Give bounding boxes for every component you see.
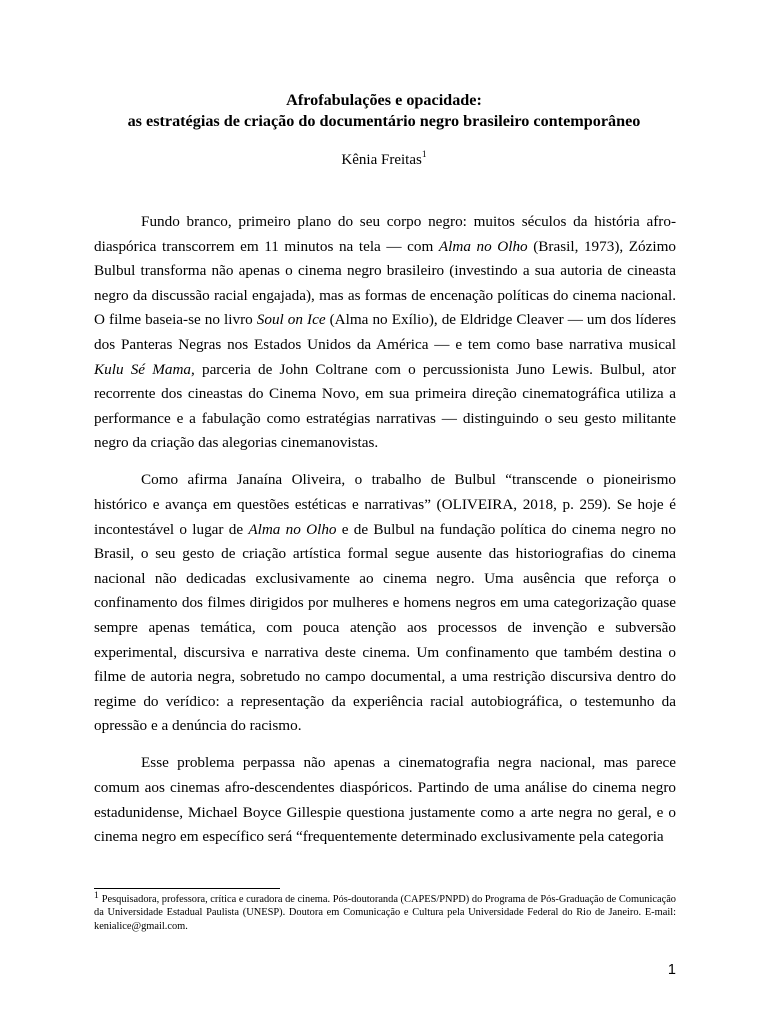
footnote-divider xyxy=(94,888,280,889)
document-title xyxy=(60,90,708,132)
author-name: Kênia Freitas xyxy=(341,152,422,168)
paragraph xyxy=(94,468,676,739)
paragraph xyxy=(94,210,676,456)
title-line-1: Afrofabulações e opacidade: xyxy=(286,91,482,109)
italic-title: Alma no Olho xyxy=(248,520,337,538)
paragraph-text: Fundo branco, primeiro plano do seu corpo negro: muitos séculos da história afro-diaspórica transcorrem em 11 minutos na tela — com xyxy=(94,213,676,255)
paragraph-text: (Alma no Exílio), de Eldridge Cleaver — um dos líderes dos Panteras Negras nos Estados Unidos da América — e tem como base narrativa musical xyxy=(94,311,676,353)
italic-title: Soul on Ice xyxy=(256,311,326,329)
footnote-text: Pesquisadora, professora, crítica e curadora de cinema. Pós-doutoranda (CAPES/PNPD) do Programa de Pós-Graduação de Comunicação da Universidade Estadual Paulista (UNESP). Doutora em Comunicação e Cultura pela Universidade Federal do Rio de Janeiro. E-mail: kenialice@gmail.com. xyxy=(94,894,676,932)
title-line-2: as estratégias de criação do documentário negro brasileiro contemporâneo xyxy=(127,112,641,130)
paragraph-text: e de Bulbul na fundação política do cinema negro no Brasil, o seu gesto de criação artística formal segue ausente das historiografias do cinema nacional não dedicadas exclusivamente ao cinema negro. Uma ausência que reforça o confinamento dos filmes dirigidos por mulheres e homens negros em uma categorização quase sempre apenas temática, com pouca atenção aos processos de invenção e subversão experimental, discursiva e narrativa deste cinema. Um confinamento que também destina o filme de autoria negra, sobretudo no campo documental, a uma restrição discursiva dentro do regime do verídico: a representação da experiência racial autobiográfica, o testemunho da opressão e a denúncia do racismo. xyxy=(94,520,676,735)
paragraph-text: Como afirma Janaína Oliveira, o trabalho de Bulbul “transcende o pioneirismo histórico e avança em questões estéticas e narrativas” (OLIVEIRA, 2018, p. 259). Se hoje é incontestável o lugar de xyxy=(94,471,676,538)
paragraph-text: Esse problema perpassa não apenas a cinematografia negra nacional, mas parece comum aos cinemas afro-descendentes diaspóricos. Partindo de uma análise do cinema negro estadunidense, Michael Boyce Gillespie questiona justamente como a arte negra no geral, e o cinema negro em específico será “frequentemente determinado exclusivamente pela categoria xyxy=(94,754,676,846)
italic-title: Kulu Sé Mama xyxy=(94,360,192,378)
footnote-marker: 1 xyxy=(94,891,99,901)
footnote xyxy=(94,893,676,933)
author-footnote-marker[interactable]: 1 xyxy=(421,150,427,160)
page-number: 1 xyxy=(667,962,676,978)
author-line xyxy=(0,150,768,170)
italic-title: Alma no Olho xyxy=(438,237,528,255)
body-text xyxy=(94,210,676,862)
paragraph-text: , parceria de John Coltrane com o percussionista Juno Lewis. Bulbul, ator recorrente dos cineastas do Cinema Novo, em sua primeira direção cinematográfica utiliza a performance e a fabulação como estratégias narrativas — distinguindo o seu gesto militante negro da criação das alegorias cinemanovistas. xyxy=(94,360,676,452)
paragraph xyxy=(94,751,676,849)
paragraph-text: (Brasil, 1973), Zózimo Bulbul transforma não apenas o cinema negro brasileiro (investindo a sua autoria de cineasta negro da discussão racial engajada), mas as formas de encenação políticas do cinema nacional. O filme baseia-se no livro xyxy=(94,237,676,329)
